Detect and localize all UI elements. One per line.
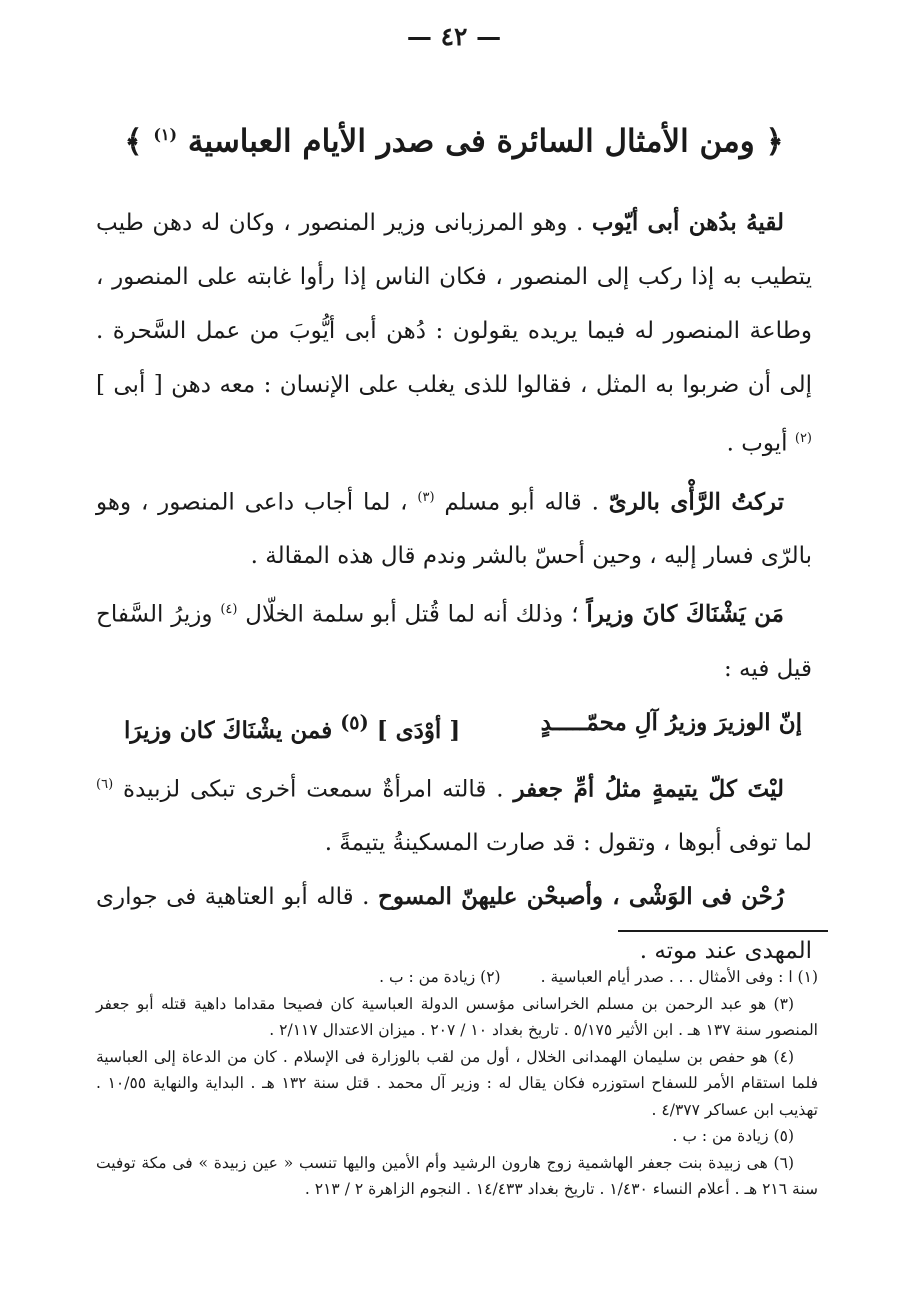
verse-second-tail: فمن يشْنَاكَ كان وزيرَا [124, 716, 333, 744]
footnote-4: (٤) هو حفص بن سليمان الهمدانى الخلال ، أول من لقب بالوزارة فى الإسلام . كان من الدعاة إلى العباسية فلما استقام الأمر للسفاح استوزره فكان يقال له : وزير آل محمد . قتل سنة ١٣٢ هـ . البداية والنهاية ١٠/٥٥ . تهذيب ابن عساكر ٤/٣٧٧ . [96, 1047, 818, 1119]
proverb-explanation: ؛ وذلك أنه لما قُتل أبو سلمة الخلّال [245, 601, 579, 628]
verse-second-hemistich [124, 696, 460, 758]
footnote-1: (١) ا : وفى الأمثال . . . صدر أيام العباسية . [540, 968, 818, 986]
main-text [96, 196, 812, 978]
proverb-explanation: . قاله أبو العتاهية فى جوارى المهدى عند موته . [96, 884, 812, 965]
footnote-marker: (٢) [794, 431, 812, 446]
proverb-heading: مَن يَشْنَاكَ كانَ وزيراً [586, 600, 784, 628]
proverb-explanation-tail: أيوب . [726, 430, 788, 457]
proverb-explanation-tail: لما توفى أبوها ، وتقول : قد صارت المسكينةُ يتيمةً . [324, 830, 812, 857]
verse-bracket-word: [ أوْدَى ] [376, 716, 461, 744]
poem-verse [96, 696, 812, 758]
footnote-divider [618, 930, 828, 932]
proverb-explanation: . وهو المرزبانى وزير المنصور ، وكان له دهن طيب يتطيب به إذا ركب إلى المنصور ، فكان الناس إذا رأوا غابته على المنصور ، وطاعة المنصور له فيما يريده يقولون : دُهن أبى أيُّوبَ من عمل السَّحرة . إلى أن ضربوا به المثل ، فقالوا للذى يغلب على الإنسان : معه دهن [ أبى ] [96, 210, 812, 398]
footnote-6: (٦) هى زبيدة بنت جعفر الهاشمية زوج هارون الرشيد وأم الأمين واليها تنسب « عين زبيدة » فى مكة توفيت سنة ٢١٦ هـ . أعلام النساء ١/٤٣٠ . تاريخ بغداد ١٤/٤٣٣ . النجوم الزاهرة ٢ / ٢١٣ . [96, 1153, 818, 1198]
section-title [100, 110, 808, 166]
proverb-paragraph-4 [96, 758, 812, 871]
page-number: — ٤٢ — [406, 22, 502, 51]
footnote-marker: (٦) [96, 776, 114, 792]
footnote-marker: (٤) [220, 602, 238, 618]
footnote-marker: (٣) [417, 489, 435, 505]
proverb-explanation-tail: وزيرُ السَّفاح قيل فيه : [96, 601, 812, 682]
proverb-explanation: . قالته امرأةٌ سمعت أخرى تبكى لزبيدة [123, 776, 504, 803]
proverb-explanation: . قاله أبو مسلم [444, 489, 599, 516]
footnotes [96, 964, 818, 1203]
proverb-paragraph-3 [96, 583, 812, 696]
footnote-5: (٥) زيادة من : ب . [672, 1127, 794, 1145]
proverb-heading: تركتُ الرَّأْى بالرىّ [608, 488, 785, 516]
proverb-heading: لقيهُ بدُهن أبى أيّوب [591, 209, 784, 236]
proverb-paragraph-2 [96, 471, 812, 584]
footnote-3: (٣) هو عبد الرحمن بن مسلم الخراسانى مؤسس الدولة العباسية كان فصيحا مقداما داهية قتله أبو جعفر المنصور سنة ١٣٧ هـ . ابن الأثير ٥/١٧٥ . تاريخ بغداد ١٠ / ٢٠٧ . ميزان الاعتدال ٢/١١٧ . [96, 994, 818, 1039]
section-title-close: ﴾ [124, 123, 143, 160]
title-footnote-marker: (١) [153, 125, 178, 144]
verse-first-hemistich: إنّ الوزيرَ وزيرُ آلِ محمّـــــدٍ [540, 708, 802, 736]
proverb-explanation-tail: ، لما أجاب داعى المنصور ، وهو بالرّى فسار إليه ، وحين أحسّ بالشر وندم قال هذه المقالة . [96, 489, 812, 570]
footnote-row [96, 964, 818, 991]
proverb-paragraph-5 [96, 870, 812, 978]
proverb-paragraph-1 [96, 196, 812, 471]
proverb-heading: ليْتَ كلّ يتيمةٍ مثلُ أمِّ جعفر [513, 775, 785, 803]
footnote-2: (٢) زيادة من : ب . [379, 968, 501, 986]
section-title-text: ﴿ ومن الأمثال السائرة فى صدر الأيام العباسية [187, 123, 784, 160]
proverb-heading: رُحْن فى الوَشْى ، وأصبحْن عليهنّ المسوح [377, 883, 784, 911]
footnote-marker: (٥) [340, 710, 369, 734]
